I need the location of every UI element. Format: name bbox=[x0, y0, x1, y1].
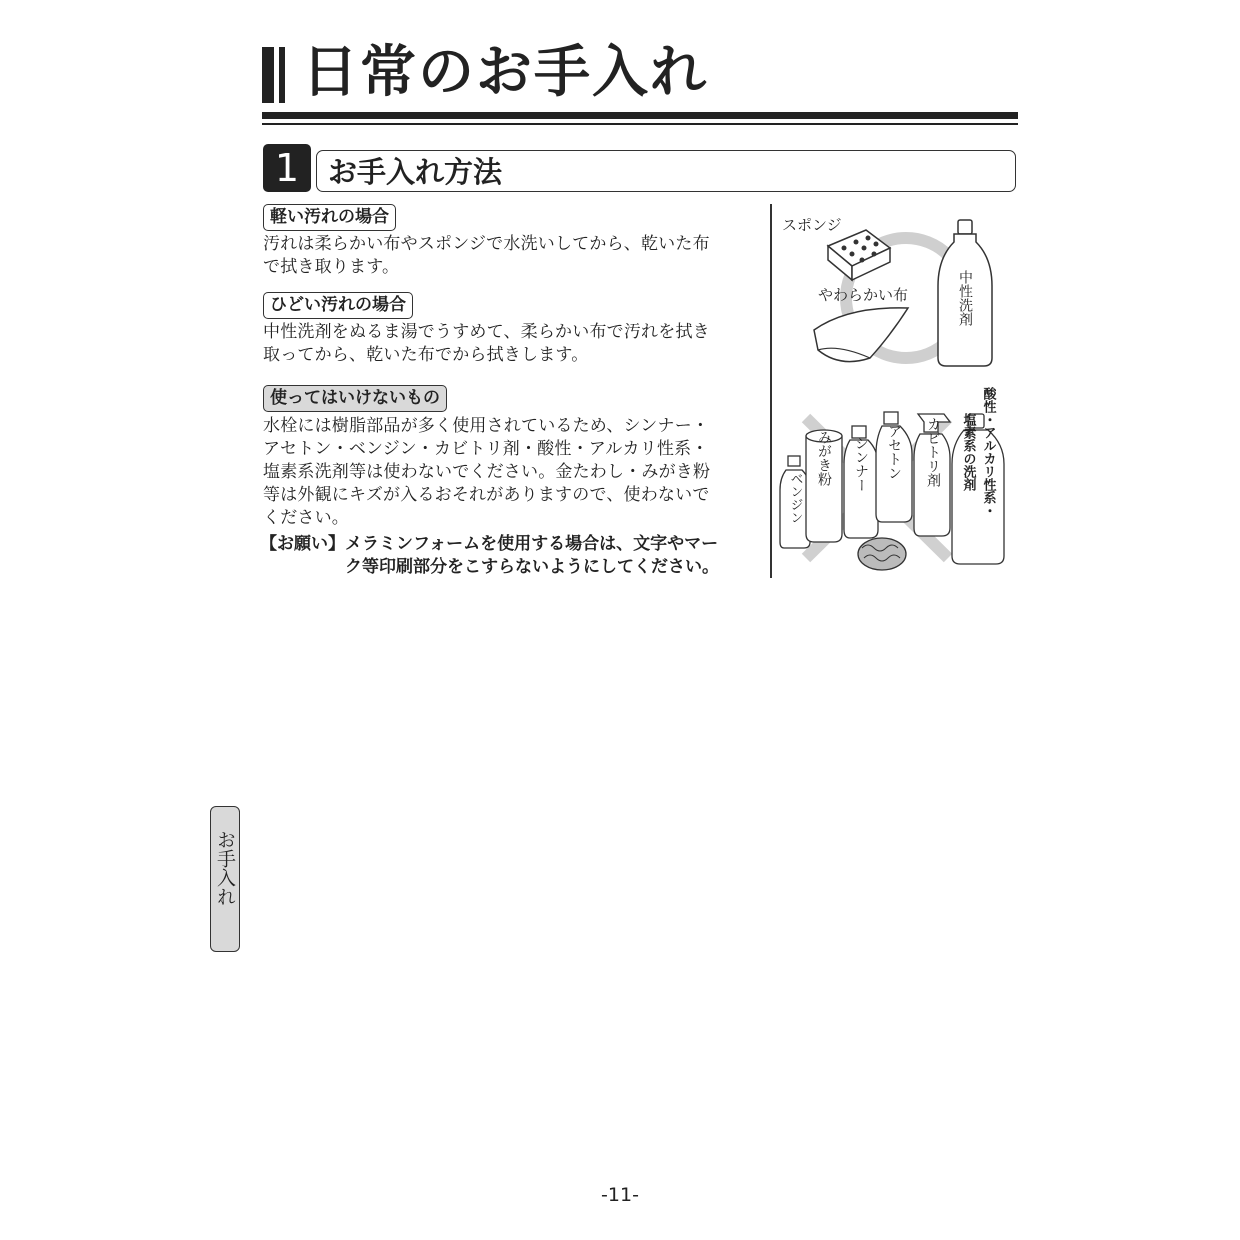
prohibited-text: 水栓には樹脂部品が多く使用されているため、シンナー・ アセトン・ベンジン・カビトリ剤・酸性・アルカリ性系・ 塩素系洗剤等は使わないでください。金たわし・みがき粉 等は外観にキズが入るおそれがありますので、使わないで ください。 bbox=[263, 416, 711, 528]
page-number: -11- bbox=[601, 1184, 639, 1206]
cleaning-items-illustration bbox=[778, 208, 1010, 580]
steel-wool-icon bbox=[858, 538, 906, 570]
section-number: 1 bbox=[263, 144, 311, 192]
polishing-powder-label: みがき粉 bbox=[816, 430, 832, 486]
heavy-dirt-text: 中性洗剤をぬるま湯でうすめて、柔らかい布で汚れを拭き 取ってから、乾いた布でから拭きします。 bbox=[263, 322, 710, 365]
heavy-dirt-heading: ひどい汚れの場合 bbox=[263, 292, 413, 319]
prohibited-note: 【お願い】メラミンフォームを使用する場合は、文字やマー ク等印刷部分をこすらないようにしてください。 bbox=[260, 534, 719, 577]
benzine-label: ベンジン bbox=[787, 472, 803, 524]
sponge-label: スポンジ bbox=[782, 216, 842, 234]
title-bars-decoration bbox=[262, 47, 288, 103]
acid-alkali-label: 酸性・アルカリ性系・ bbox=[980, 387, 996, 517]
side-tab-label: お手入れ bbox=[214, 830, 236, 906]
section-title: お手入れ方法 bbox=[328, 155, 503, 189]
page-title: 日常のお手入れ bbox=[302, 40, 708, 105]
acetone-label: アセトン bbox=[886, 424, 902, 480]
chlorine-label: 塩素系の洗剤 bbox=[960, 413, 976, 491]
thinner-label: シンナー bbox=[853, 436, 869, 492]
mold-remover-label: カビトリ剤 bbox=[925, 417, 941, 487]
soft-cloth-label: やわらかい布 bbox=[818, 286, 909, 304]
prohibited-heading: 使ってはいけないもの bbox=[263, 385, 447, 412]
neutral-detergent-label: 中性洗剤 bbox=[957, 270, 973, 326]
title-rule-thick bbox=[262, 112, 1018, 119]
light-dirt-text: 汚れは柔らかい布やスポンジで水洗いしてから、乾いた布 で拭き取ります。 bbox=[263, 234, 710, 277]
column-divider bbox=[770, 204, 772, 578]
light-dirt-heading: 軽い汚れの場合 bbox=[263, 204, 396, 231]
title-rule-thin bbox=[262, 123, 1018, 125]
